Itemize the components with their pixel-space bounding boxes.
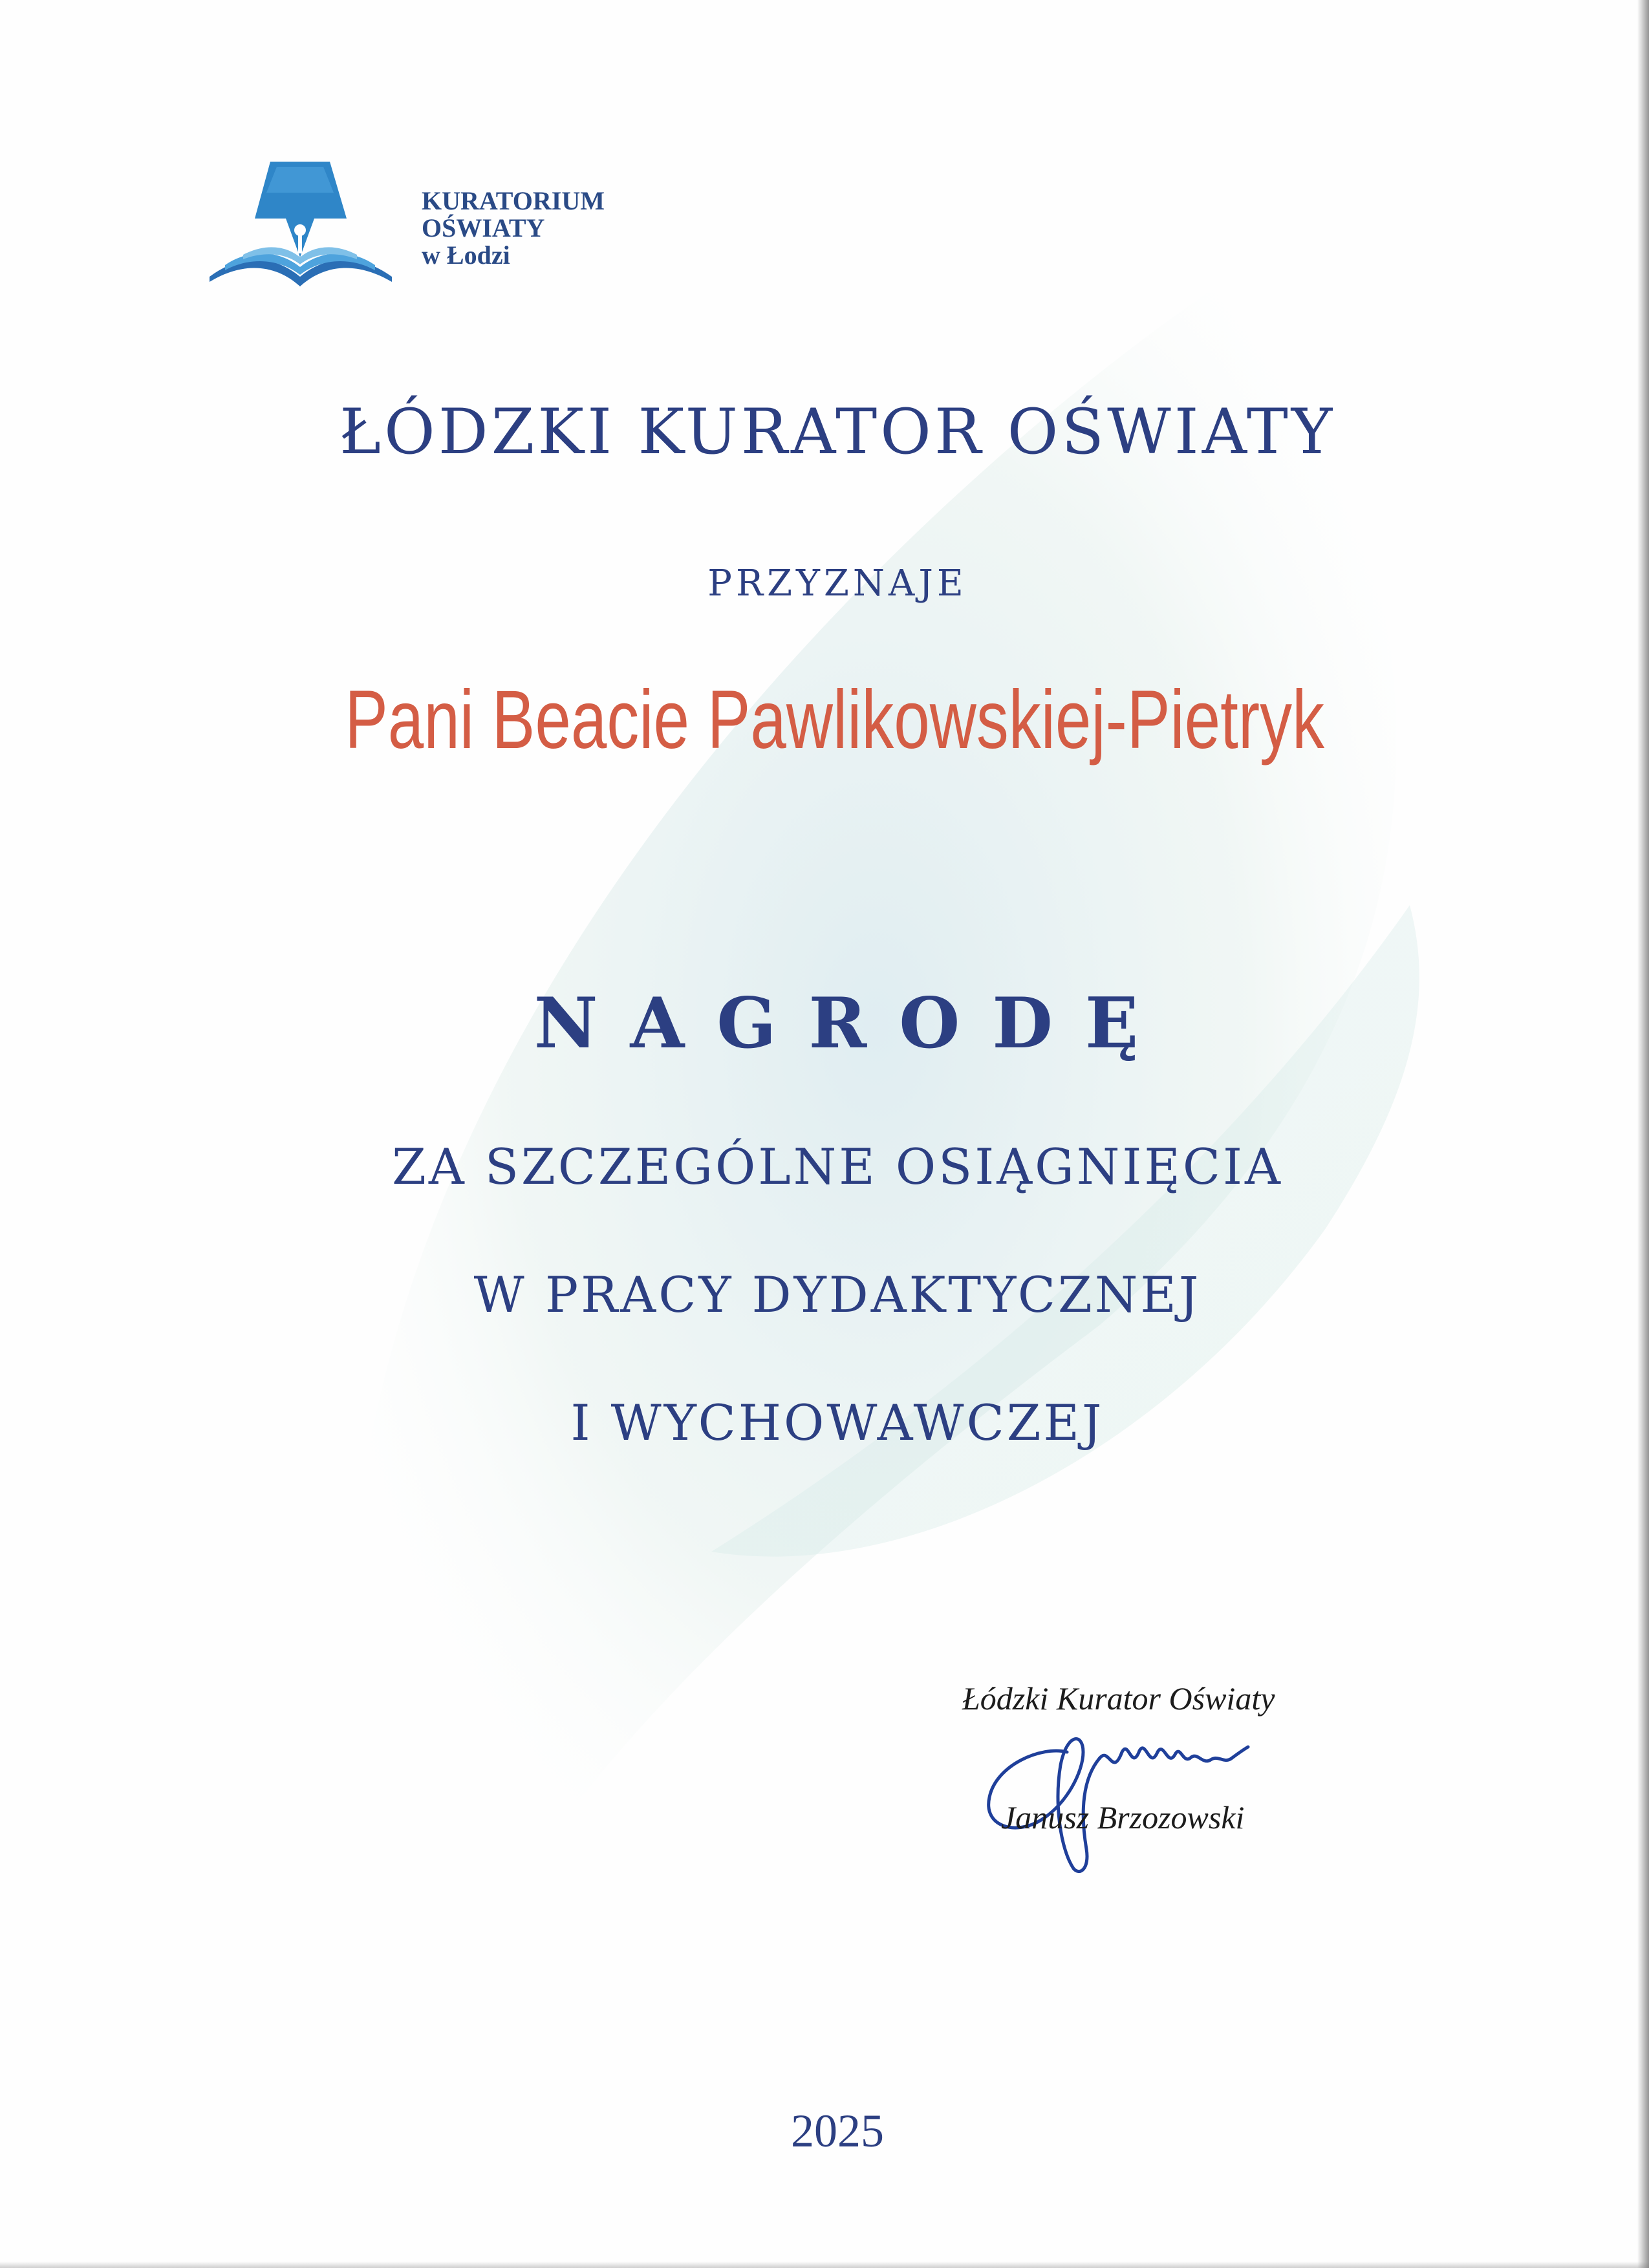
reason-line-3: I WYCHOWAWCZEJ xyxy=(570,1394,1105,1451)
recipient-name: Pani Beacie Pawlikowskiej-Pietryk xyxy=(345,674,1325,766)
logo-line-1: KURATORIUM xyxy=(422,186,605,215)
award-year: 2025 xyxy=(791,2105,884,2157)
issuer-heading: ŁÓDZKI KURATOR OŚWIATY xyxy=(339,396,1336,468)
scan-bottom-shadow xyxy=(0,2262,1649,2268)
handwritten-signature xyxy=(970,1707,1306,1875)
reason-line-1: ZA SZCZEGÓLNE OSIĄGNIĘCIA xyxy=(392,1138,1283,1195)
logo-line-2: OŚWIATY xyxy=(422,213,545,242)
award-title: NAGRODĘ xyxy=(534,983,1171,1064)
logo-line-3: w Łodzi xyxy=(422,241,510,270)
book-and-pen-icon xyxy=(206,154,413,296)
signatory-name: Janusz Brzozowski xyxy=(1001,1799,1245,1835)
logo-wordmark xyxy=(422,187,605,269)
reason-line-2: W PRACY DYDAKTYCZNEJ xyxy=(473,1266,1202,1323)
signatory-title: Łódzki Kurator Oświaty xyxy=(962,1680,1275,1717)
kuratorium-logo xyxy=(206,154,671,296)
grant-verb: PRZYZNAJE xyxy=(707,562,967,604)
scan-edge-shadow xyxy=(1637,0,1649,2268)
